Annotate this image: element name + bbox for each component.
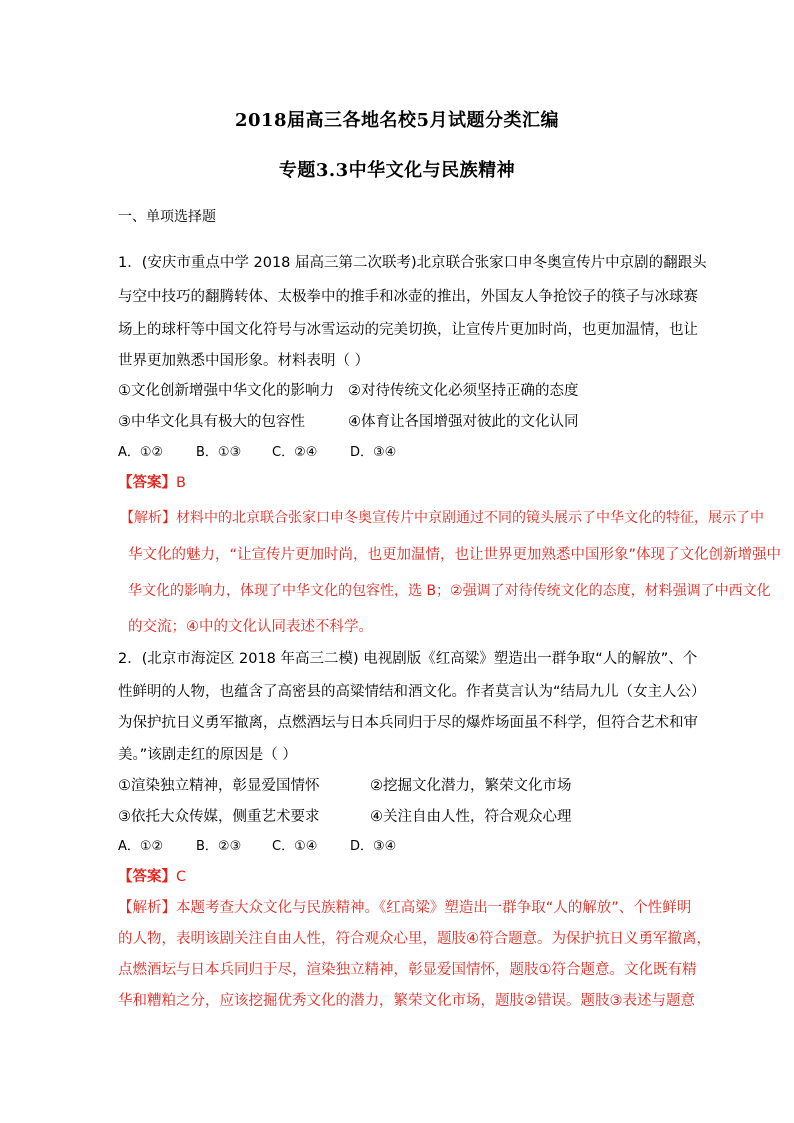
q1-stem-line: 1．(安庆市重点中学 2018 届高三第二次联考)北京联合张家口申冬奥宣传片中京剧的翻跟头	[118, 255, 707, 271]
q1-option-row	[118, 412, 579, 432]
q1-option: ④体育让各国增强对彼此的文化认同	[348, 414, 579, 430]
q2-choice: B．②③	[196, 839, 242, 854]
q2-choice: A．①②	[118, 839, 164, 854]
answer-value: B	[176, 475, 186, 491]
q1-choice: D．③④	[350, 445, 397, 460]
q2-analysis-line: 【解析】本题考查大众文化与民族精神。《红高粱》塑造出一群争取“人的解放”、个性鲜明	[118, 900, 692, 916]
document-title: 2018届高三各地名校5月试题分类汇编	[234, 110, 560, 131]
q1-option: ①文化创新增强中华文化的影响力	[118, 383, 334, 399]
q2-option: ②挖掘文化潜力，繁荣文化市场	[370, 778, 572, 794]
q1-choice: B．①③	[196, 445, 242, 460]
q1-analysis-line: 【解析】材料中的北京联合张家口申冬奥宣传片中京剧通过不同的镜头展示了中华文化的特征，展示了中	[120, 510, 764, 526]
q2-stem-line: 美。”该剧走红的原因是（ ）	[118, 747, 297, 763]
q2-answer	[118, 867, 186, 887]
section-heading: 一、单项选择题	[118, 209, 216, 225]
q1-analysis-line: 华文化的影响力，体现了中华文化的包容性，选 B；②强调了对待传统文化的态度，材料强调了中西文化	[128, 583, 771, 599]
q2-stem-line: 2．(北京市海淀区 2018 年高三二模) 电视剧版《红高粱》塑造出一群争取“人的解放”、个	[118, 651, 698, 667]
answer-tag: 【答案】	[118, 475, 176, 491]
q1-choice: A．①②	[118, 445, 164, 460]
q1-analysis-line: 华文化的魅力，“让宣传片更加时尚，也更加温情，也让世界更加熟悉中国形象”体现了文化创新增强中	[128, 547, 782, 563]
q2-option-row	[118, 776, 572, 796]
q2-option: ④关注自由人性，符合观众心理	[370, 809, 572, 825]
q2-choice: C．①④	[272, 839, 318, 854]
q2-stem-line: 为保护抗日义勇军撤离，点燃酒坛与日本兵同归于尽的爆炸场面虽不科学，但符合艺术和审	[118, 715, 698, 731]
q1-option: ②对待传统文化必须坚持正确的态度	[348, 383, 579, 399]
answer-tag: 【答案】	[118, 869, 176, 885]
q2-analysis-line: 点燃酒坛与日本兵同归于尽，渲染独立精神，彰显爱国情怀，题肢①符合题意。文化既有精	[118, 962, 697, 978]
q2-analysis-line: 华和糟粕之分，应该挖掘优秀文化的潜力，繁荣文化市场，题肢②错误。题肢③表述与题意	[118, 993, 695, 1009]
q1-stem-line: 与空中技巧的翻腾转体、太极拳中的推手和冰壶的推出，外国友人争抢饺子的筷子与冰球赛	[118, 289, 698, 305]
q2-analysis-line: 的人物，表明该剧关注自由人性，符合观众心里，题肢④符合题意。为保护抗日义勇军撤离，	[118, 931, 711, 947]
answer-value: C	[176, 869, 187, 885]
q1-option-row	[118, 381, 579, 401]
q2-choice: D．③④	[350, 839, 397, 854]
q2-option: ③依托大众传媒，侧重艺术要求	[118, 809, 320, 825]
q1-choices	[118, 443, 396, 463]
q2-choices	[118, 837, 396, 857]
q1-option: ③中华文化具有极大的包容性	[118, 414, 305, 430]
q2-stem-line: 性鲜明的人物，也蕴含了高密县的高粱情结和酒文化。作者莫言认为“结局九儿（女主人公）	[118, 684, 706, 700]
q1-choice: C．②④	[272, 445, 318, 460]
q1-stem-line: 世界更加熟悉中国形象。材料表明（ ）	[118, 353, 370, 369]
q1-analysis-line: 的交流；④中的文化认同表述不科学。	[128, 619, 373, 635]
q1-stem-line: 场上的球杆等中国文化符号与冰雪运动的完美切换，让宣传片更加时尚，也更加温情，也让	[118, 322, 698, 338]
q2-option: ①渲染独立精神，彰显爱国情怀	[118, 778, 320, 794]
document-subtitle: 专题3.3中华文化与民族精神	[278, 160, 516, 181]
q1-answer	[118, 473, 186, 493]
q2-option-row	[118, 807, 572, 827]
